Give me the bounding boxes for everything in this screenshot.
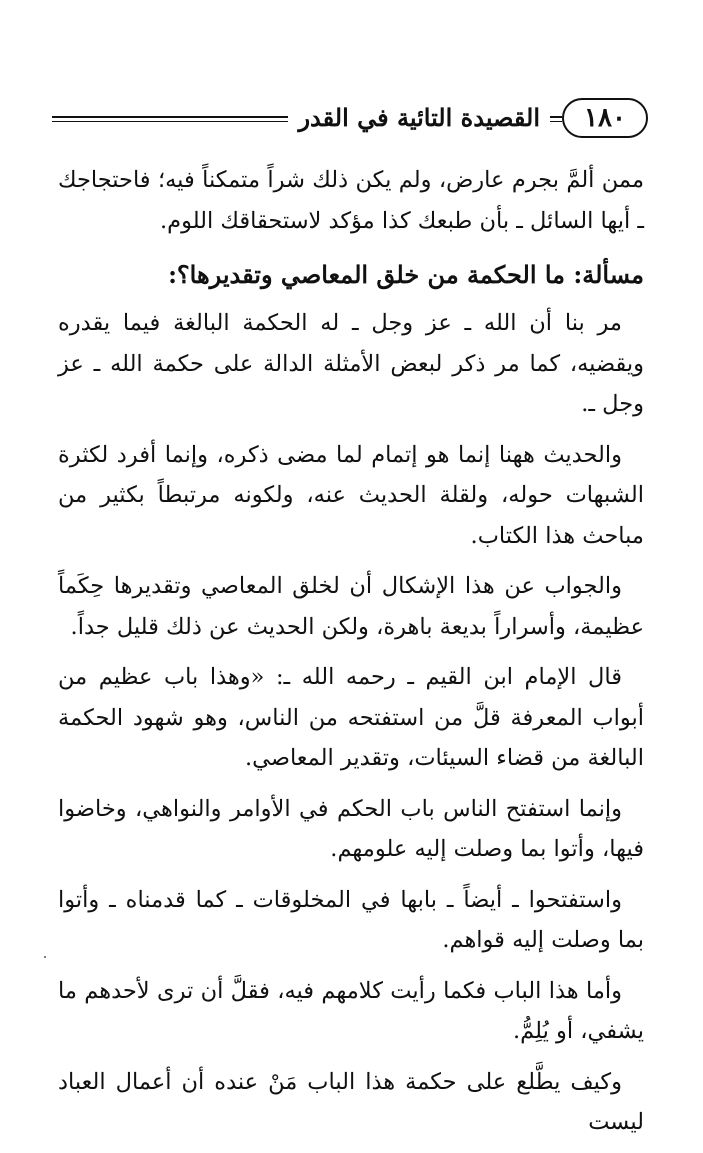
paragraph: والجواب عن هذا الإشكال أن لخلق المعاصي وتقديرها حِكَماً عظيمة، وأسراراً بديعة باهرة، ولكن الحديث عن ذلك قليل جداً. [58,573,644,640]
paragraph: وأما هذا الباب فكما رأيت كلامهم فيه، فقلَّ أن ترى لأحدهم ما يشفي، أو يُلِمُّ. [58,977,644,1044]
running-header [52,94,648,142]
page-body [58,160,644,1153]
paragraph: والحديث ههنا إنما هو إتمام لما مضى ذكره، وإنما أفرد لكثرة الشبهات حوله، ولقلة الحديث عنه، ولكونه مرتبطاً بكثير من مباحث هذا الكتاب. [58,441,644,549]
paragraph: مر بنا أن الله ـ عز وجل ـ له الحكمة البالغة فيما يقدره ويقضيه، كما مر ذكر لبعض الأمثلة الدالة على حكمة الله ـ عز وجل ـ. [58,310,644,417]
paragraph: وكيف يطَّلع على حكمة هذا الباب مَنْ عنده أن أعمال العباد ليست [58,1068,644,1135]
paragraph: واستفتحوا ـ أيضاً ـ بابها في المخلوقات ـ كما قدمناه ـ وأتوا بما وصلت إليه قواهم. [58,886,644,953]
page-number: ١٨٠ [562,98,648,138]
paragraph: وإنما استفتح الناس باب الحكم في الأوامر والنواهي، وخاضوا فيها، وأتوا بما وصلت إليه علومهم. [58,795,644,862]
paragraph: قال الإمام ابن القيم ـ رحمه الله ـ: «وهذا باب عظيم من أبواب المعرفة قلَّ من استفتحه من الناس، وهو شهود الحكمة البالغة من قضاء السيئات، وتقدير المعاصي. [58,664,644,771]
intro-paragraph: ممن ألمَّ بجرم عارض، ولم يكن ذلك شراً متمكناً فيه؛ فاحتجاجك ـ أيها السائل ـ بأن طبعك كذا مؤكد لاستحقاقك اللوم. [58,167,644,234]
running-title: القصيدة التائية في القدر [288,98,550,138]
scan-speck [44,956,46,958]
section-heading: مسألة: ما الحكمة من خلق المعاصي وتقديرها؟: [168,260,644,289]
